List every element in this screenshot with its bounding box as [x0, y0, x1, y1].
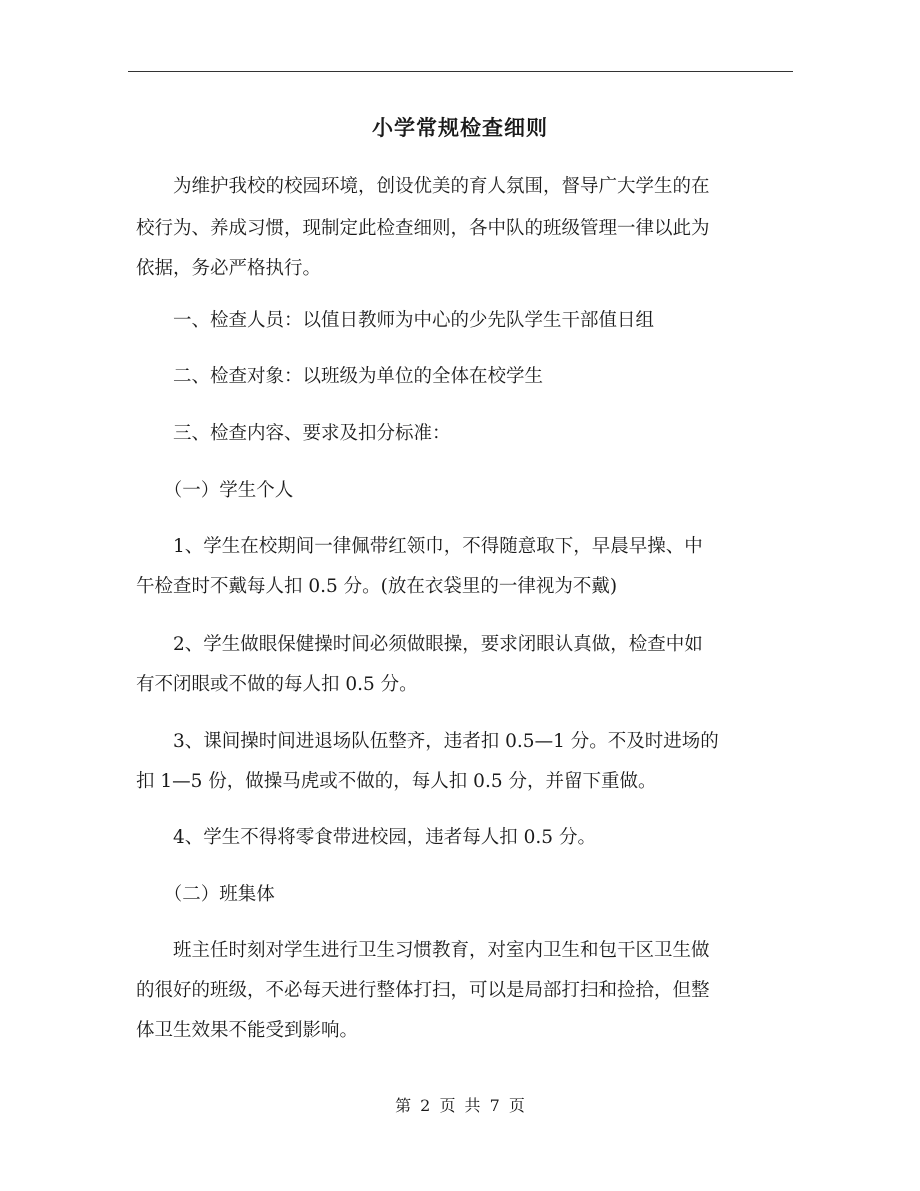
- intro-line-3: 依据，务必严格执行。: [136, 258, 322, 279]
- item-1-line-1: 1、学生在校期间一律佩带红领巾，不得随意取下，早晨早操、中: [136, 536, 703, 557]
- document-title: 小学常规检查细则: [372, 115, 548, 140]
- section-3-content: 三、检查内容、要求及扣分标准：: [136, 423, 451, 444]
- item-4: 4、学生不得将零食带进校园，违者每人扣 0.5 分。: [136, 827, 596, 848]
- item-3-line-2: 扣 1—5 份，做操马虎或不做的，每人扣 0.5 分，并留下重做。: [136, 771, 657, 792]
- subsection-2-class: （二）班集体: [136, 884, 275, 905]
- subsection-1-individual: （一）学生个人: [136, 480, 294, 501]
- item-2-line-2: 有不闭眼或不做的每人扣 0.5 分。: [136, 674, 418, 695]
- header-rule: [128, 71, 793, 72]
- class-paragraph-line-3: 体卫生效果不能受到影响。: [136, 1020, 359, 1041]
- intro-line-2: 校行为、养成习惯，现制定此检查细则，各中队的班级管理一律以此为: [136, 218, 710, 239]
- intro-line-1: 为维护我校的校园环境，创设优美的育人氛围，督导广大学生的在: [136, 176, 710, 197]
- class-paragraph-line-1: 班主任时刻对学生进行卫生习惯教育，对室内卫生和包干区卫生做: [136, 940, 710, 961]
- item-3-line-1: 3、课间操时间进退场队伍整齐，违者扣 0.5—1 分。不及时进场的: [136, 731, 719, 752]
- section-2-targets: 二、检查对象：以班级为单位的全体在校学生: [136, 366, 544, 387]
- class-paragraph-line-2: 的很好的班级，不必每天进行整体打扫，可以是局部打扫和捡拾，但整: [136, 980, 710, 1001]
- item-2-line-1: 2、学生做眼保健操时间必须做眼操，要求闭眼认真做，检查中如: [136, 634, 703, 655]
- item-1-line-2: 午检查时不戴每人扣 0.5 分。(放在衣袋里的一律视为不戴): [136, 576, 618, 597]
- page-number: 第 2 页 共 7 页: [395, 1096, 525, 1115]
- section-1-inspectors: 一、检查人员：以值日教师为中心的少先队学生干部值日组: [136, 310, 655, 331]
